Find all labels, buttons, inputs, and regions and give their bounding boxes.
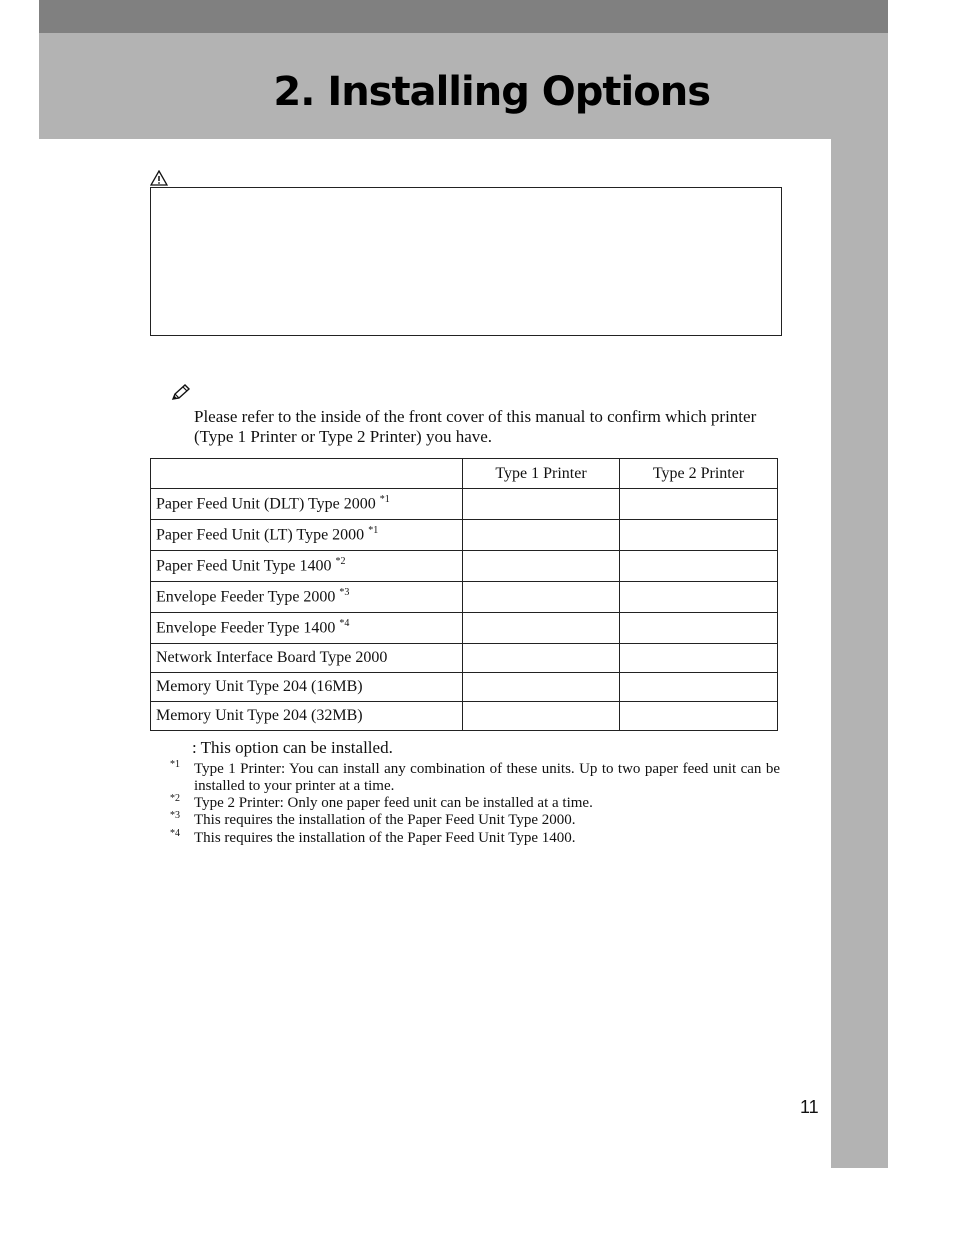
footnote-mark: *1 [170,759,180,770]
table-row [151,582,778,613]
option-name-cell [151,551,463,582]
type2-availability-cell [620,582,778,613]
type1-availability-cell [463,551,620,582]
table-row [151,613,778,644]
option-name-cell [151,520,463,551]
footnote-text: Type 2 Printer: Only one paper feed unit can be installed at a time. [194,795,593,811]
footnote-4 [170,830,780,847]
option-name: Paper Feed Unit (DLT) Type 2000 [156,495,376,513]
footnote-mark: *2 [170,793,180,804]
header-cell-type2-printer: Type 2 Printer [620,459,778,489]
footnote-ref: *3 [339,587,350,599]
chapter-header-band [39,33,888,139]
option-name-cell [151,702,463,731]
option-name-cell [151,489,463,520]
table-row [151,644,778,673]
type2-availability-cell [620,673,778,702]
chapter-title: 2. Installing Options [273,69,710,115]
warning-triangle-icon [150,170,168,186]
table-row [151,673,778,702]
header-cell-type1-printer: Type 1 Printer [463,459,620,489]
option-name-cell [151,673,463,702]
type2-availability-cell [620,489,778,520]
footnote-1 [170,761,780,795]
footnote-3 [170,812,780,829]
table-legend: : This option can be installed. [192,738,393,757]
warning-box [150,187,782,336]
header-cell-option [151,459,463,489]
side-tab-band [831,139,888,1168]
type1-availability-cell [463,673,620,702]
type1-availability-cell [463,582,620,613]
type1-availability-cell [463,702,620,731]
footnote-text: This requires the installation of the Paper Feed Unit Type 2000. [194,812,576,828]
option-name: Paper Feed Unit Type 1400 [156,557,332,575]
footnote-mark: *4 [170,828,180,839]
table-row [151,520,778,551]
table-row [151,551,778,582]
type2-availability-cell [620,520,778,551]
table-row [151,702,778,731]
footnote-ref: *4 [339,618,350,630]
footnote-text: Type 1 Printer: You can install any combination of these units. Up to two paper feed unit can be installed to your printer at a time. [194,761,780,794]
type1-availability-cell [463,489,620,520]
header-top-strip [39,0,888,33]
pencil-note-icon [171,383,191,401]
option-name: Memory Unit Type 204 (16MB) [156,678,363,695]
option-name-cell [151,613,463,644]
type1-availability-cell [463,520,620,551]
type2-availability-cell [620,551,778,582]
note-text: Please refer to the inside of the front cover of this manual to confirm which printer (Type 1 Printer or Type 2 Printer) you have. [194,407,757,446]
option-name: Envelope Feeder Type 1400 [156,619,336,637]
table-header-row [151,459,778,489]
footnote-ref: *2 [335,556,346,568]
footnote-mark: *3 [170,810,180,821]
type1-availability-cell [463,644,620,673]
options-table [150,458,778,731]
table-row [151,489,778,520]
footnote-ref: *1 [379,494,390,506]
type2-availability-cell [620,613,778,644]
footnote-ref: *1 [368,525,379,537]
type1-availability-cell [463,613,620,644]
option-name: Envelope Feeder Type 2000 [156,588,336,606]
footnote-text: This requires the installation of the Paper Feed Unit Type 1400. [194,830,576,846]
option-name: Paper Feed Unit (LT) Type 2000 [156,526,365,544]
option-name-cell [151,582,463,613]
page-number: 11 [800,1097,819,1117]
type2-availability-cell [620,702,778,731]
option-name-cell [151,644,463,673]
option-name: Memory Unit Type 204 (32MB) [156,707,363,724]
footnote-2 [170,795,780,812]
type2-availability-cell [620,644,778,673]
option-name: Network Interface Board Type 2000 [156,649,388,666]
